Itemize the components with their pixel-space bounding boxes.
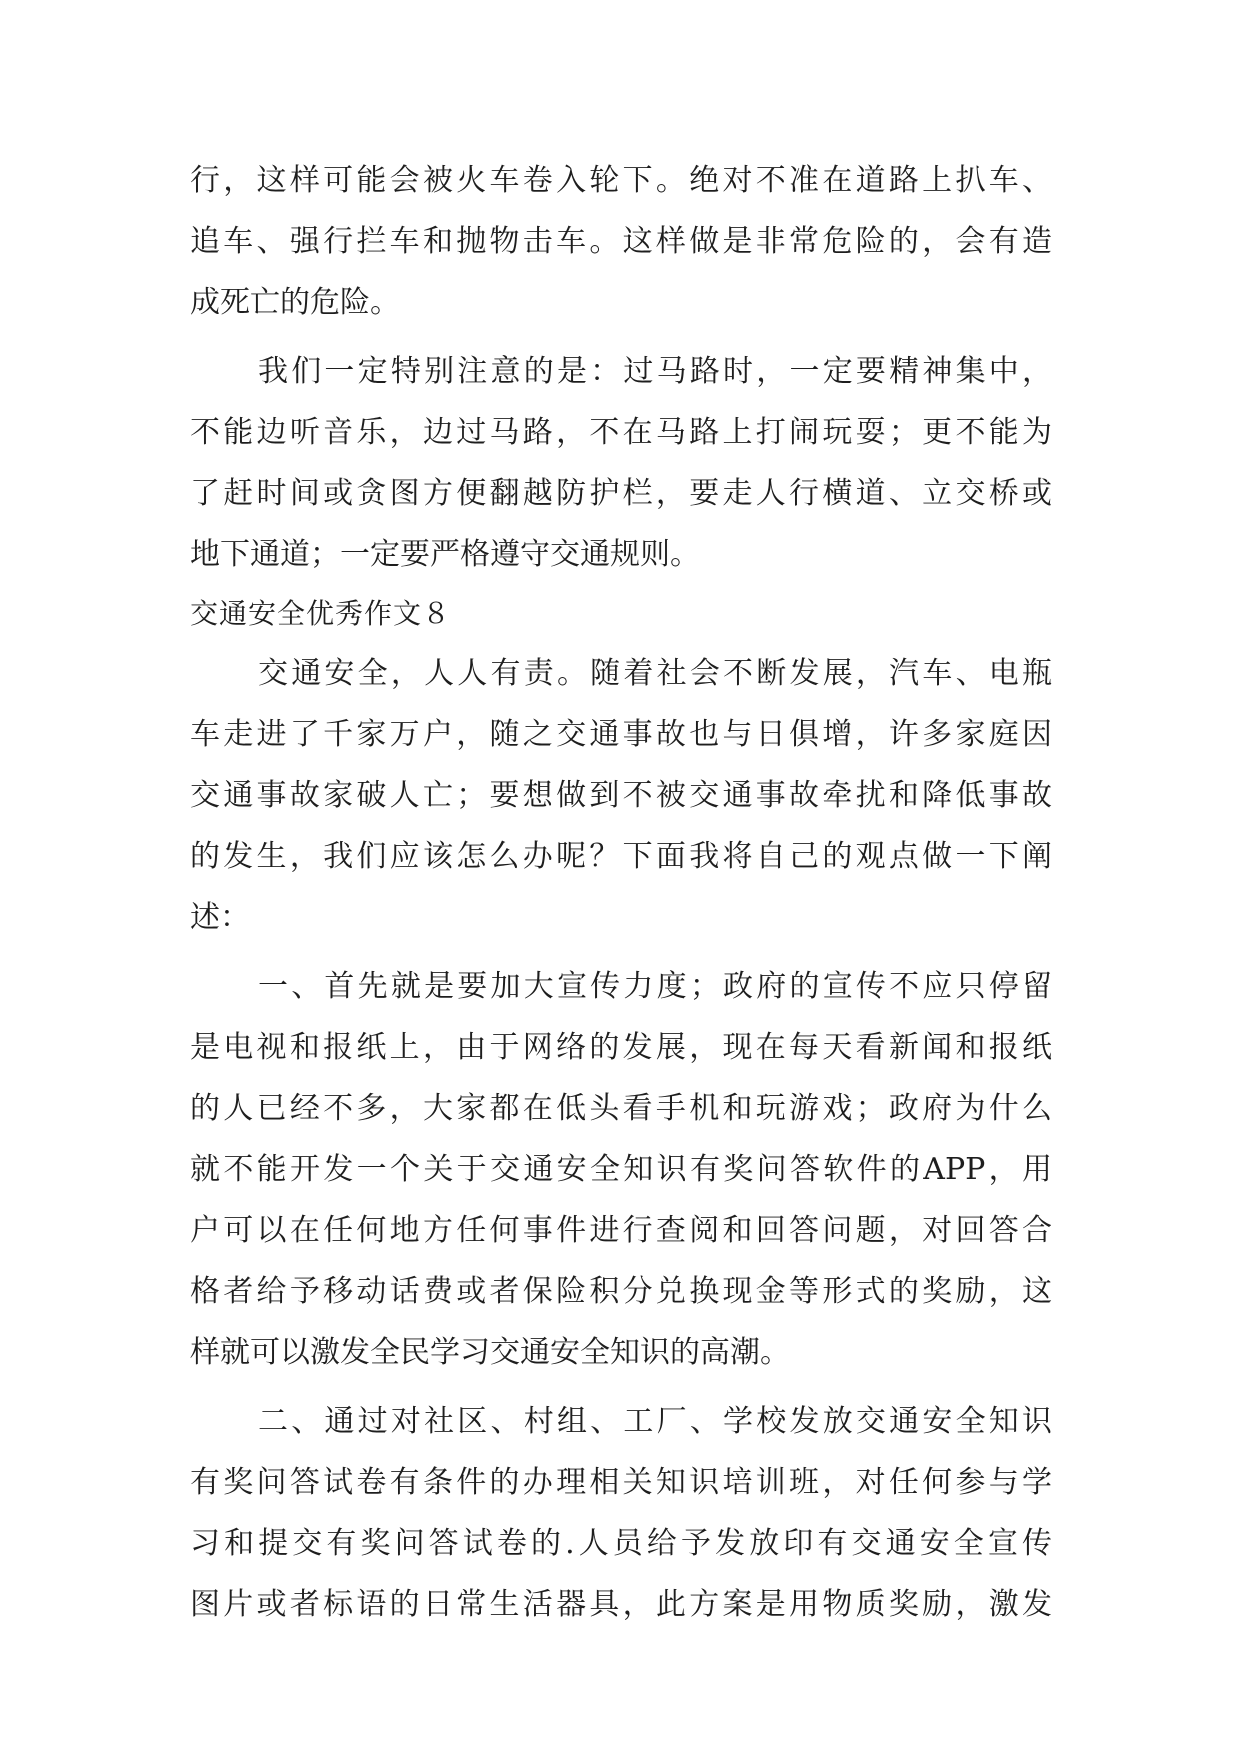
text-line: 有奖问答试卷有条件的办理相关知识培训班，对任何参与学 [190,1465,1052,1500]
text-line: 追车、强行拦车和抛物击车。这样做是非常危险的，会有造 [190,224,1052,259]
text-line: 交通事故家破人亡；要想做到不被交通事故牵扰和降低事故 [190,778,1052,813]
text-line: 习和提交有奖问答试卷的.人员给予发放印有交通安全宣传 [190,1526,1052,1561]
text-line: 车走进了千家万户，随之交通事故也与日俱增，许多家庭因 [190,717,1052,752]
text-line: 二、通过对社区、村组、工厂、学校发放交通安全知识 [258,1404,1052,1439]
paragraph [190,643,1052,948]
text-line: 图片或者标语的日常生活器具，此方案是用物质奖励，激发 [190,1587,1052,1622]
text-line: 地下通道；一定要严格遵守交通规则。 [190,537,700,572]
text-line: 是电视和报纸上，由于网络的发展，现在每天看新闻和报纸 [190,1030,1052,1065]
text-line: 行，这样可能会被火车卷入轮下。绝对不准在道路上扒车、 [190,163,1052,198]
paragraph [190,1391,1052,1635]
text-line: 的发生，我们应该怎么办呢？下面我将自己的观点做一下阐 [190,839,1052,874]
text-line: 的人已经不多，大家都在低头看手机和玩游戏；政府为什么 [190,1091,1052,1126]
text-line: 样就可以激发全民学习交通安全知识的高潮。 [190,1335,790,1370]
paragraph [190,150,1052,333]
text-line: 述： [190,900,250,935]
document-page [190,150,1052,1635]
text-line: 我们一定特别注意的是：过马路时，一定要精神集中， [258,354,1052,389]
paragraph [190,956,1052,1383]
text-line: 了赶时间或贪图方便翻越防护栏，要走人行横道、立交桥或 [190,476,1052,511]
text-line: 就不能开发一个关于交通安全知识有奖问答软件的APP，用 [190,1152,1052,1187]
paragraph [190,341,1052,585]
text-line: 成死亡的危险。 [190,285,400,320]
text-line: 格者给予移动话费或者保险积分兑换现金等形式的奖励，这 [190,1274,1052,1309]
section-heading: 交通安全优秀作文８ [190,597,452,630]
text-line: 不能边听音乐，边过马路，不在马路上打闹玩耍；更不能为 [190,415,1052,450]
text-line: 交通安全，人人有责。随着社会不断发展，汽车、电瓶 [258,656,1052,691]
text-line: 一、首先就是要加大宣传力度；政府的宣传不应只停留 [258,969,1052,1004]
text-line: 户可以在任何地方任何事件进行查阅和回答问题，对回答合 [190,1213,1052,1248]
